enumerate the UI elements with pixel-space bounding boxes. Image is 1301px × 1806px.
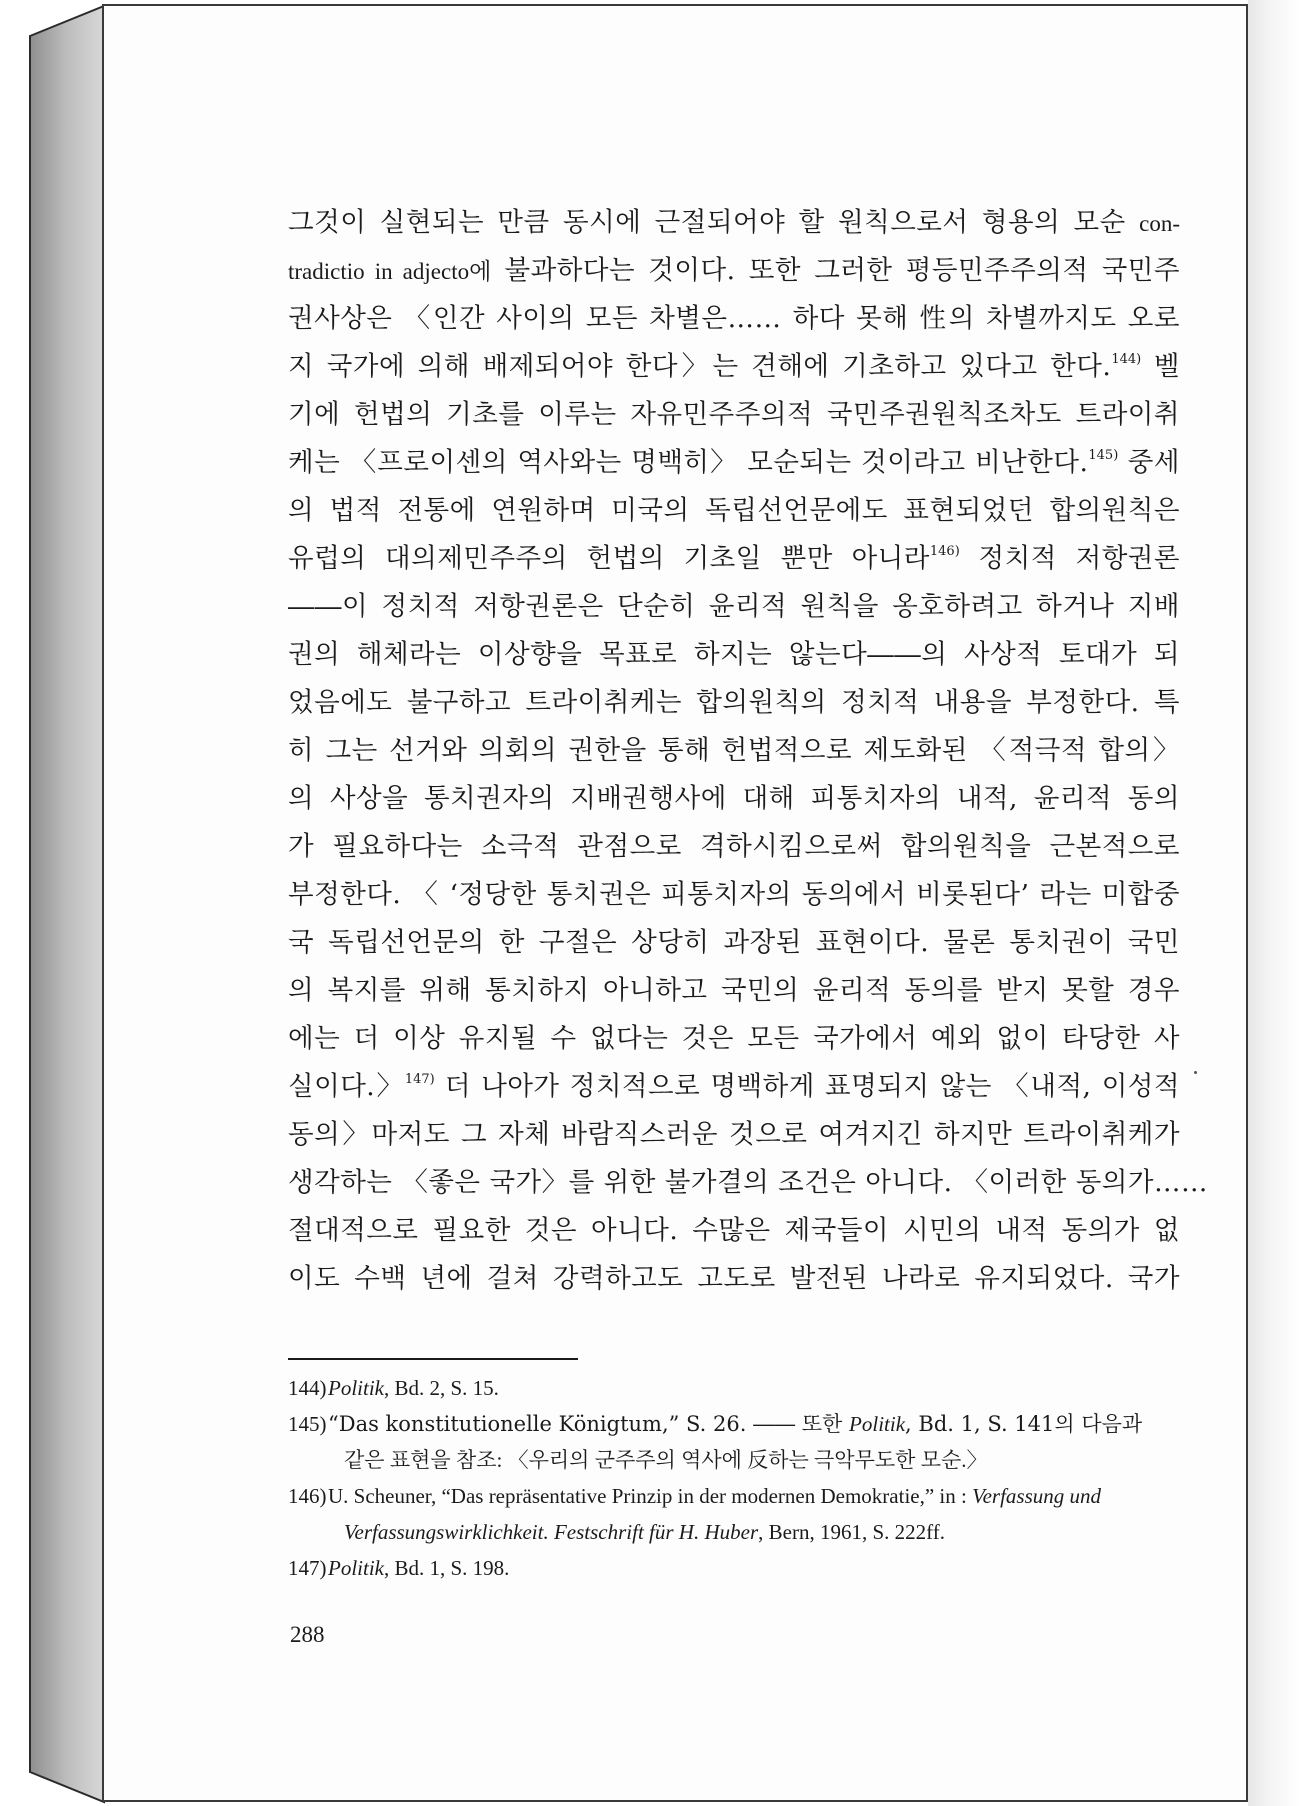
footnote-145-continued: 같은 표현을 참조: 〈우리의 군주주의 역사에 反하는 극악무도한 모순.〉	[344, 1448, 988, 1472]
text-line-13: 의 사상을 통치권자의 지배권행사에 대해 피통치자의 내적, 윤리적 동의	[288, 783, 1180, 814]
scan-speck	[1194, 1071, 1197, 1074]
text-line-4: 지 국가에 의해 배제되어야 한다〉는 견해에 기초하고 있다고 한다.$^{144)}$ 벨	[288, 351, 1181, 382]
text-line-22: 절대적으로 필요한 것은 아니다. 수많은 제국들이 시민의 내적 동의가 없	[288, 1215, 1180, 1246]
text-line-17: 의 복지를 위해 통치하지 아니하고 국민의 윤리적 동의를 받지 못할 경우	[288, 975, 1180, 1006]
text-line-16: 국 독립선언문의 한 구절은 상당히 과장된 표현이다. 물론 통치권이 국민	[288, 927, 1180, 958]
text-line-5: 기에 헌법의 기초를 이루는 자유민주주의적 국민주권원칙조차도 트라이취	[288, 399, 1180, 430]
footnote-rule	[288, 1358, 578, 1360]
text-line-10: 권의 해체라는 이상향을 목표로 하지는 않는다――의 사상적 토대가 되	[288, 639, 1180, 670]
text-line-12: 히 그는 선거와 의회의 권한을 통해 헌법적으로 제도화된 〈적극적 합의〉	[288, 735, 1180, 766]
page-number: 288	[290, 1622, 325, 1647]
text-line-19: 실이다.〉$^{147)}$ 더 나아가 정치적으로 명백하게 표명되지 않는 〈내적, 이성적	[288, 1071, 1180, 1102]
text-line-7: 의 법적 전통에 연원하며 미국의 독립선언문에도 표현되었던 합의원칙은	[288, 495, 1180, 526]
page-edge-shadow	[1248, 0, 1301, 1806]
text-line-14: 가 필요하다는 소극적 관점으로 격하시킴으로써 합의원칙을 근본적으로	[288, 831, 1180, 862]
text-line-8: 유럽의 대의제민주주의 헌법의 기초일 뿐만 아니라$^{146)}$ 정치적 저항권론	[288, 543, 1180, 574]
text-line-21: 생각하는 〈좋은 국가〉를 위한 불가결의 조건은 아니다. 〈이러한 동의가……	[288, 1167, 1208, 1198]
footnote-146-continued: Verfassungswirklichkeit. Festschrift für H. Huber, Bern, 1961, S. 222ff.	[344, 1520, 945, 1544]
text-line-3: 권사상은 〈인간 사이의 모든 차별은…… 하다 못해 性의 차별까지도 오로	[288, 303, 1180, 334]
footnote-145: 145)“Das konstitutionelle Königtum,” S. 26. ―― 또한 Politik, Bd. 1, S. 141의 다음과	[288, 1412, 1143, 1436]
text-line-6: 케는 〈프로이센의 역사와는 명백히〉 모순되는 것이라고 비난한다.$^{145)}$ 중세	[288, 447, 1180, 478]
text-line-11: 었음에도 불구하고 트라이취케는 합의원칙의 정치적 내용을 부정한다. 특	[288, 687, 1180, 718]
text-line-23: 이도 수백 년에 걸쳐 강력하고도 고도로 발전된 나라로 유지되었다. 국가	[288, 1263, 1180, 1294]
text-line-18: 에는 더 이상 유지될 수 없다는 것은 모든 국가에서 예외 없이 타당한 사	[288, 1023, 1180, 1054]
text-line-20: 동의〉마저도 그 자체 바람직스러운 것으로 여겨지긴 하지만 트라이취케가	[288, 1119, 1180, 1150]
text-line-15: 부정한다. 〈 ‘정당한 통치권은 피통치자의 동의에서 비롯된다’ 라는 미합중	[288, 879, 1180, 910]
text-line-1: 그것이 실현되는 만큼 동시에 근절되어야 할 원칙으로서 형용의 모순 con-	[288, 207, 1180, 238]
footnote-147: 147)Politik, Bd. 1, S. 198.	[288, 1556, 510, 1580]
footnote-144: 144)Politik, Bd. 2, S. 15.	[288, 1376, 499, 1400]
text-line-9: ――이 정치적 저항권론은 단순히 윤리적 원칙을 옹호하려고 하거나 지배	[288, 591, 1180, 622]
footnote-146: 146)U. Scheuner, “Das repräsentative Prinzip in der modernen Demokratie,” in : Verfassung und	[288, 1484, 1102, 1508]
text-line-2: tradictio in adjecto에 불과하다는 것이다. 또한 그러한 평등민주주의적 국민주	[288, 255, 1180, 286]
